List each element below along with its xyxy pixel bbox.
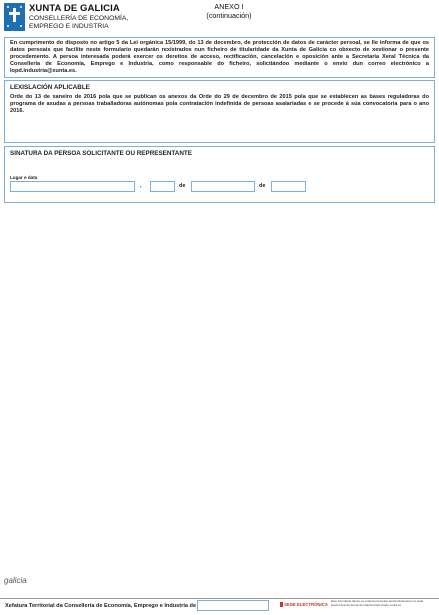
- galicia-logo: galicia: [4, 576, 27, 585]
- year-input[interactable]: [271, 181, 306, 192]
- de-separator-2: de: [259, 183, 266, 189]
- comma-separator: ,: [140, 183, 142, 189]
- sede-icon: [280, 602, 283, 607]
- sede-label: SEDE ELECTRÓNICA: [284, 602, 328, 607]
- sede-note: Este formulario tamén se poderá presentar electrónicamente na sede electrónica da Xunta de Galicia https://sede.xunta.es: [331, 599, 424, 607]
- privacy-notice: [4, 37, 435, 78]
- jefatura-input[interactable]: [197, 600, 269, 611]
- place-date-label: Lugar e data: [10, 175, 38, 180]
- de-separator-1: de: [179, 183, 186, 189]
- dept-line-2: EMPREGO E INDUSTRIA: [29, 22, 109, 30]
- dept-name: [29, 15, 128, 30]
- legislation-section: [4, 80, 435, 143]
- annex-line-1: ANEXO I: [214, 2, 244, 11]
- day-input[interactable]: [150, 181, 175, 192]
- xunta-logo-icon: [4, 3, 25, 31]
- signature-title: SINATURA DA PERSOA SOLICITANTE OU REPRESENTANTE: [10, 150, 192, 157]
- legislation-text: Orde do 13 de xaneiro de 2016 pola que se publican os anexos da Orde do 29 de decembro de 2015 pola que se establecen as bases reguladoras do programa de axudas a persoas traballadoras autónomas pola contratación indefinida de persoas asalariadas e se procede á súa convocatoria para o ano 2016.: [10, 94, 429, 115]
- month-input[interactable]: [191, 181, 255, 192]
- legislation-title: LEXISLACIÓN APLICABLE: [10, 84, 90, 91]
- jefatura-text: Xefatura Territorial da Consellería de Economía, Emprego e Industria de: [5, 603, 197, 609]
- place-input[interactable]: [10, 181, 135, 192]
- annex-line-2: (continuación): [206, 10, 252, 20]
- signature-section: [4, 146, 435, 203]
- dept-line-1: CONSELLERÍA DE ECONOMÍA,: [29, 15, 129, 22]
- privacy-text: En cumprimento do disposto no artigo 5 da Lei orgánica 15/1999, do 13 de decembro, de protección de datos de carácter persoal, se lle informa de que os datos persoais que facilite neste formulario quedarán rexistrados nun ficheiro de titularidade da Xunta de Galicia co obxecto de xestionar o presente procedemento. A persoa interesada poderá exercer os dereitos de acceso, rectificación, cancelación e oposición ante a Secretaría Xeral Técnica da Consellería de Economía, Emprego e Industria, como responsable do ficheiro, solicitándoo mediante o envío dun correo electrónico a lopd.industria@xunta.es.: [10, 40, 429, 75]
- annex-title: [187, 3, 271, 20]
- org-name: XUNTA DE GALICIA: [29, 3, 120, 14]
